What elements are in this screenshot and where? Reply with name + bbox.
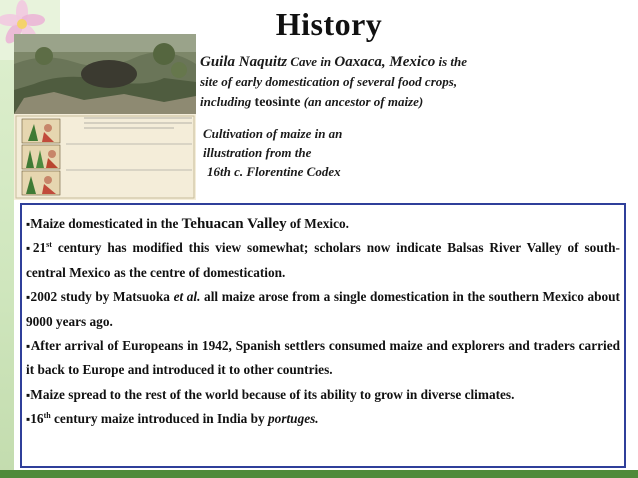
cave-caption: Guila Naquitz Cave in Oaxaca, Mexico is the site of early domestication of several food crops, including teosinte (an ancestor of maize) xyxy=(200,54,468,110)
left-accent-strip xyxy=(0,0,14,478)
bullet-list xyxy=(26,212,620,432)
codex-illustration xyxy=(14,114,196,200)
bullet-item: ▪21st century has modified this view somewhat; scholars now indicate Balsas River Valley of south-central Mexico as the centre of domestication. xyxy=(26,240,620,280)
bullet-item: ▪2002 study by Matsuoka et al. all maize arose from a single domestication in the southern Mexico about 9000 years ago. xyxy=(26,289,620,329)
bullet-item: ▪After arrival of Europeans in 1942, Spanish settlers consumed maize and explorers and traders carried it back to Europe and introduced it to other countries. xyxy=(26,338,620,378)
codex-caption: Cultivation of maize in an illustration from the 16th c. Florentine Codex xyxy=(203,126,343,179)
bullet-item: ▪16th century maize introduced in India by portuges. xyxy=(26,411,319,427)
bottom-accent-bar xyxy=(0,470,638,478)
cave-photo xyxy=(14,34,196,114)
bullet-item: ▪Maize domesticated in the Tehuacan Valley of Mexico. xyxy=(26,216,349,232)
slide-title: History xyxy=(275,6,383,42)
bullet-item: ▪Maize spread to the rest of the world because of its ability to grow in diverse climates. xyxy=(26,386,515,402)
